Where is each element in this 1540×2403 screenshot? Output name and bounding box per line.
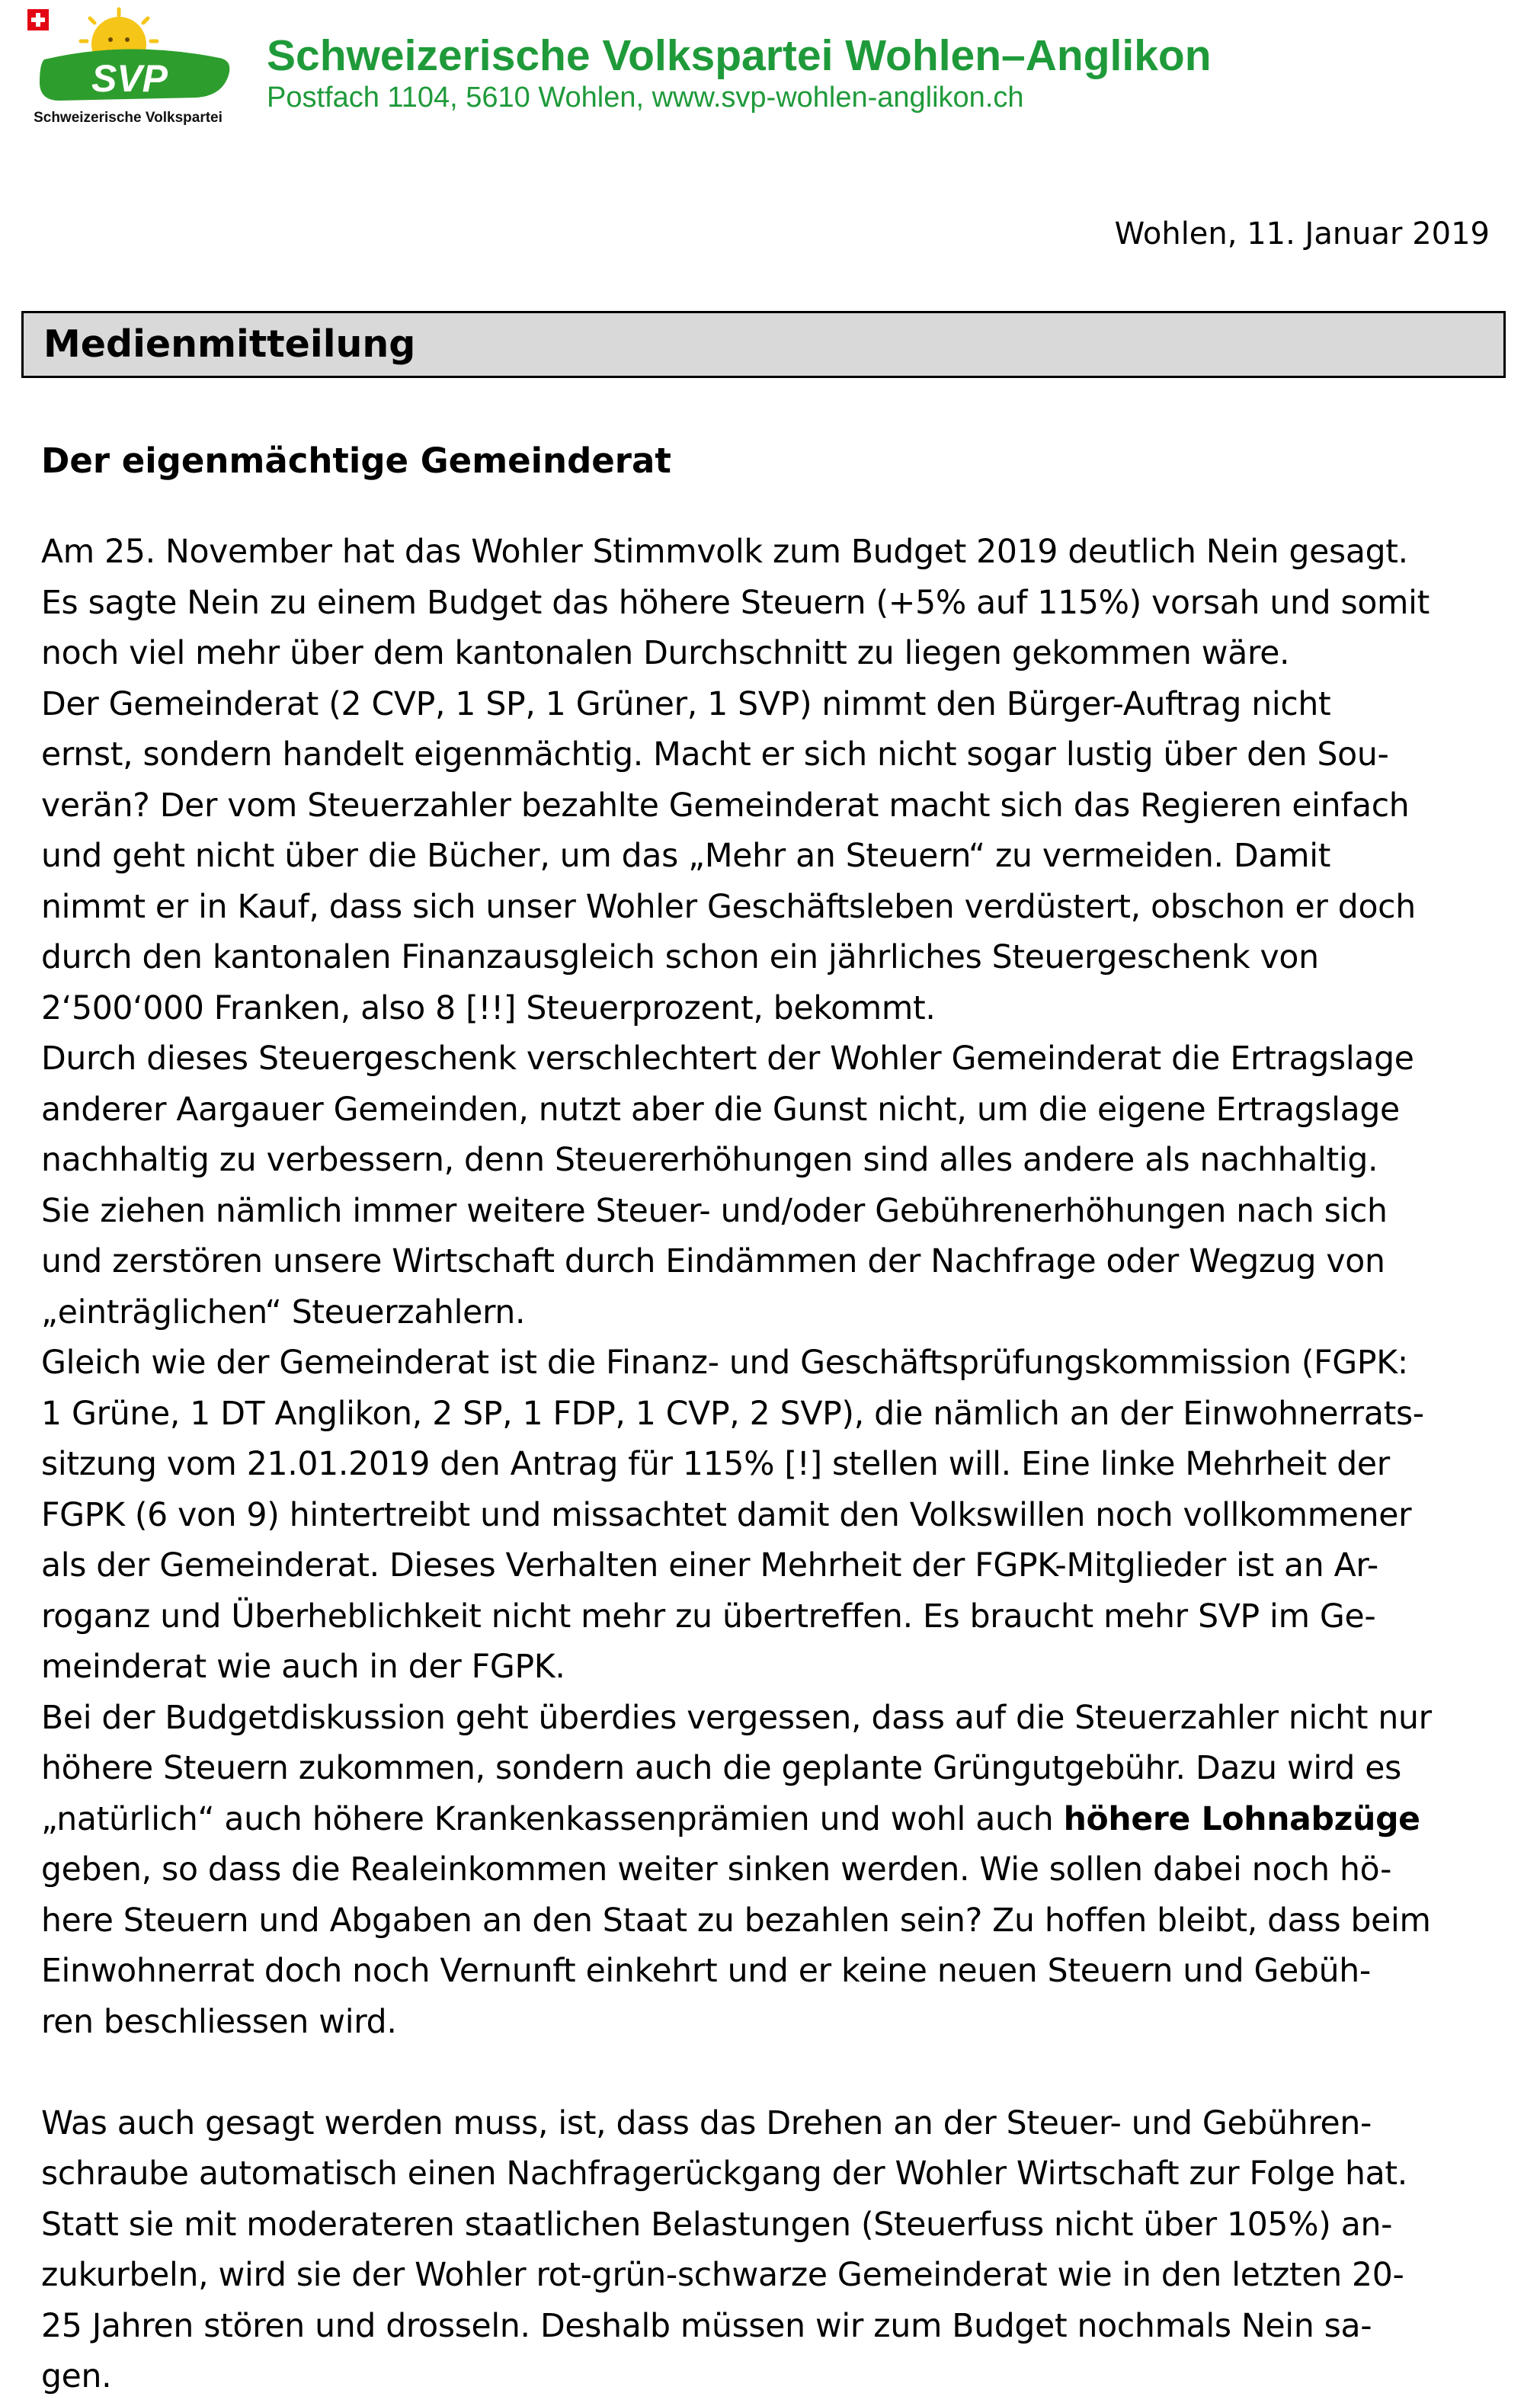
body-line-text: „natürlich“ auch höhere Krankenkassenprämien und wohl auch	[41, 1800, 1064, 1838]
headline: Der eigenmächtige Gemeinderat	[41, 441, 671, 481]
body-line: ernst, sondern handelt eigenmächtig. Macht er sich nicht sogar lustig über den Sou-	[41, 736, 1389, 774]
body-line: Gleich wie der Gemeinderat ist die Finanz- und Geschäftsprüfungskommission (FGPK:	[41, 1344, 1408, 1382]
logo-subtitle: Schweizerische Volkspartei	[34, 110, 223, 126]
body-line: verän? Der vom Steuerzahler bezahlte Gemeinderat macht sich das Regieren einfach	[41, 787, 1410, 825]
doc-type-title: Medienmitteilung	[43, 322, 416, 366]
body-line-with-bold	[41, 1795, 1512, 1846]
body-line: schraube automatisch einen Nachfragerückgang der Wohler Wirtschaft zur Folge hat.	[41, 2155, 1407, 2193]
body-line: Durch dieses Steuergeschenk verschlechtert der Wohler Gemeinderat die Ertragslage	[41, 1040, 1414, 1078]
body-line: nimmt er in Kauf, dass sich unser Wohler Geschäftsleben verdüstert, obschon er doch	[41, 888, 1416, 926]
body-line: „einträglichen“ Steuerzahlern.	[41, 1293, 526, 1331]
document-date: Wohlen, 11. Januar 2019	[1114, 216, 1490, 252]
body-line: zukurbeln, wird sie der Wohler rot-grün-schwarze Gemeinderat wie in den letzten 20-	[41, 2257, 1404, 2294]
body-line: meinderat wie auch in der FGPK.	[41, 1648, 565, 1686]
body-line: FGPK (6 von 9) hintertreibt und missachtet damit den Volkswillen noch vollkommener	[41, 1496, 1412, 1534]
body-line: Bei der Budgetdiskussion geht überdies vergessen, dass auf die Steuerzahler nicht nur	[41, 1699, 1432, 1737]
body-line: ren beschliessen wird.	[41, 2003, 397, 2041]
org-address: Postfach 1104, 5610 Wohlen, www.svp-wohlen-anglikon.ch	[267, 82, 1024, 114]
body-line: Statt sie mit moderateren staatlichen Belastungen (Steuerfuss nicht über 105%) an-	[41, 2206, 1393, 2244]
paragraph-gap	[41, 2048, 1512, 2099]
body-line: Der Gemeinderat (2 CVP, 1 SP, 1 Grüner, 1 SVP) nimmt den Bürger-Auftrag nicht	[41, 685, 1331, 723]
doc-type-banner	[21, 311, 1506, 378]
body-line: durch den kantonalen Finanzausgleich schon ein jährliches Steuergeschenk von	[41, 939, 1319, 976]
bold-emphasis: höhere Lohnabzüge	[1063, 1800, 1420, 1838]
body-line: und zerstören unsere Wirtschaft durch Eindämmen der Nachfrage oder Wegzug von	[41, 1243, 1385, 1280]
body-line: Am 25. November hat das Wohler Stimmvolk zum Budget 2019 deutlich Nein gesagt.	[41, 533, 1408, 571]
svp-logo	[14, 6, 242, 131]
body-line: anderer Aargauer Gemeinden, nutzt aber die Gunst nicht, um die eigene Ertragslage	[41, 1091, 1400, 1129]
body-line: 2‘500‘000 Franken, also 8 [!!] Steuerprozent, bekommt.	[41, 989, 936, 1027]
body-line: here Steuern und Abgaben an den Staat zu bezahlen sein? Zu hoffen bleibt, dass beim	[41, 1902, 1431, 1940]
body-line: geben, so dass die Realeinkommen weiter sinken werden. Wie sollen dabei noch hö-	[41, 1851, 1392, 1889]
org-name: Schweizerische Volkspartei Wohlen–Anglikon	[267, 31, 1212, 80]
body-line: höhere Steuern zukommen, sondern auch die geplante Grüngutgebühr. Dazu wird es	[41, 1750, 1401, 1787]
body-line: als der Gemeinderat. Dieses Verhalten einer Mehrheit der FGPK-Mitglieder ist an Ar-	[41, 1547, 1378, 1584]
body-line: sitzung vom 21.01.2019 den Antrag für 115% [!] stellen will. Eine linke Mehrheit der	[41, 1446, 1390, 1483]
body-line: nachhaltig zu verbessern, denn Steuererhöhungen sind alles andere als nachhaltig.	[41, 1142, 1378, 1179]
body-line: und geht nicht über die Bücher, um das „Mehr an Steuern“ zu vermeiden. Damit	[41, 838, 1331, 875]
logo-text: SVP	[91, 57, 168, 100]
body-line: 25 Jahren stören und drosseln. Deshalb müssen wir zum Budget nochmals Nein sa-	[41, 2307, 1372, 2345]
body-line: roganz und Überheblichkeit nicht mehr zu übertreffen. Es braucht mehr SVP im Ge-	[41, 1597, 1376, 1636]
body-line: Was auch gesagt werden muss, ist, dass das Drehen an der Steuer- und Gebühren-	[41, 2104, 1372, 2142]
swiss-flag-icon	[27, 9, 49, 30]
body-line: Es sagte Nein zu einem Budget das höhere Steuern (+5% auf 115%) vorsah und somit	[41, 584, 1430, 622]
body-line: gen.	[41, 2358, 112, 2395]
body-line: Sie ziehen nämlich immer weitere Steuer- und/oder Gebührenerhöhungen nach sich	[41, 1192, 1388, 1230]
body-text	[41, 527, 1512, 2403]
body-line: Einwohnerrat doch noch Vernunft einkehrt und er keine neuen Steuern und Gebüh-	[41, 1953, 1371, 1990]
body-line: noch viel mehr über dem kantonalen Durchschnitt zu liegen gekommen wäre.	[41, 635, 1290, 672]
body-line: 1 Grüne, 1 DT Anglikon, 2 SP, 1 FDP, 1 CVP, 2 SVP), die nämlich an der Einwohnerrats-	[41, 1395, 1424, 1433]
